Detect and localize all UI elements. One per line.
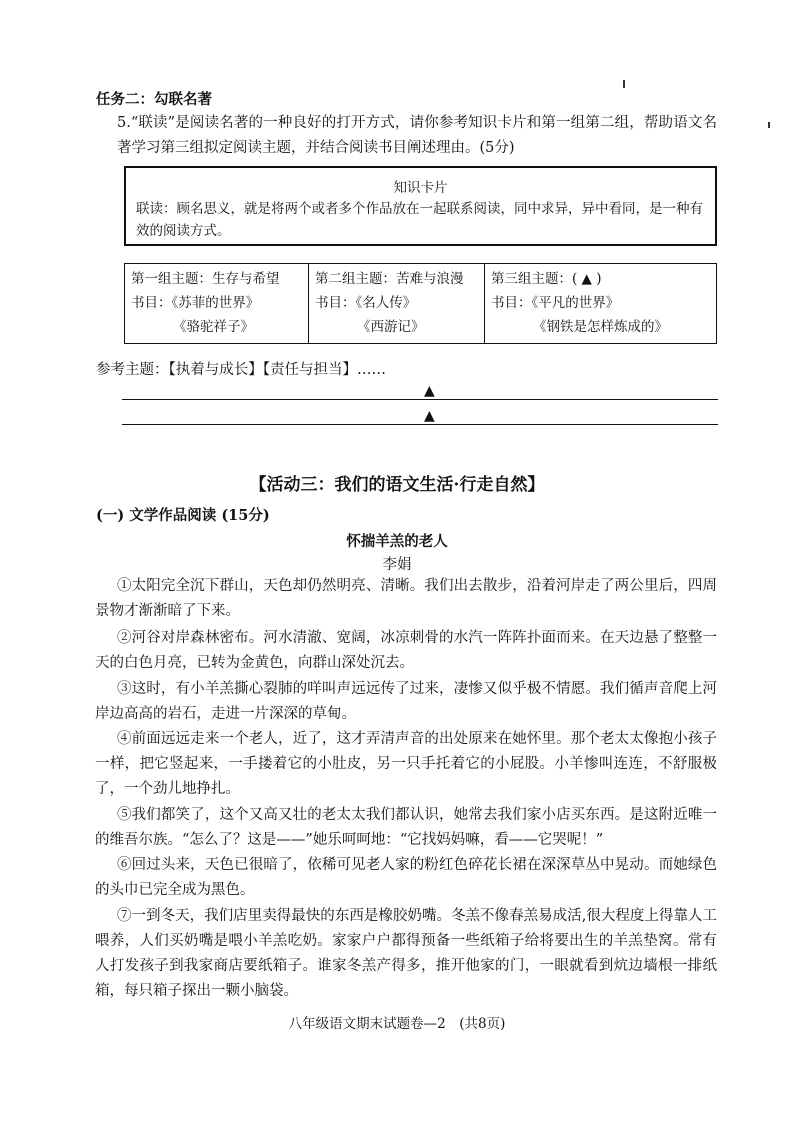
- answer-mark-1: ▲: [424, 383, 435, 399]
- scan-mark: [623, 80, 625, 88]
- paragraph-7: ⑦一到冬天，我们店里卖得最快的东西是橡胶奶嘴。冬羔不像春羔易成活,很大程度上得靠人工喂养，人们买奶嘴是喂小羊羔吃奶。家家户户都得预备一些纸箱子给将要出生的羊羔垫窝。常有人打发孩子到我家商店要纸箱子。谁家冬羔产得多，推开他家的门，一眼就看到炕边墙根一排纸箱，每只箱子探出一颗小脑袋。: [95, 908, 717, 999]
- answer-line-1: [122, 399, 718, 400]
- activity-heading: 【活动三：我们的语文生活·行走自然】: [249, 475, 545, 495]
- paragraph-1: ①太阳完全沉下群山，天色却仍然明亮、清晰。我们出去散步，沿着河岸走了两公里后，四周景物才渐渐暗了下来。: [95, 578, 717, 619]
- group-1-cell: [125, 264, 309, 344]
- group-2-theme: 第二组主题：苦难与浪漫: [315, 271, 464, 287]
- group-3-book-1: 《平凡的世界》: [531, 295, 620, 311]
- group-2-books-label: 书目：: [315, 295, 356, 311]
- section-heading: (一) 文学作品阅读 (15分): [96, 507, 270, 524]
- knowledge-card-body: 联读：顾名思义，就是将两个或者多个作品放在一起联系阅读，同中求异，异中看同，是一种有效的阅读方式。: [136, 201, 703, 239]
- group-1-books-label: 书目：: [131, 295, 172, 311]
- article-author: 李娟: [382, 557, 412, 573]
- group-3-theme: 第三组主题：( ▲ ): [491, 271, 602, 287]
- answer-mark-2: ▲: [424, 408, 435, 424]
- knowledge-card-title: 知识卡片: [393, 180, 448, 196]
- group-1-book-2: 《骆驼祥子》: [173, 319, 254, 335]
- paragraph-2: ②河谷对岸森林密布。河水清澈、宽阔，冰凉刺骨的水汽一阵阵扑面而来。在天边悬了整整一天的白色月亮，已转为金黄色，向群山深处沉去。: [95, 630, 717, 671]
- task-heading: 任务二：勾联名著: [96, 91, 212, 108]
- paragraph-6: ⑥回过头来，天色已很暗了，依稀可见老人家的粉红色碎花长裙在深深草丛中晃动。而她绿色的头巾已完全成为黑色。: [95, 857, 717, 898]
- group-2-book-2: 《西游记》: [357, 319, 425, 335]
- group-1-book-1: 《苏菲的世界》: [171, 295, 260, 311]
- paragraph-5: ⑤我们都笑了，这个又高又壮的老太太我们都认识，她常去我们家小店买东西。是这附近唯一的维吾尔族。“怎么了？这是——”她乐呵呵地：“它找妈妈嘛，看——它哭呢！”: [95, 807, 717, 848]
- paragraph-4: ④前面远远走来一个老人，近了，这才弄清声音的出处原来在她怀里。那个老太太像抱小孩子一样，把它竖起来，一手搂着它的小肚皮，另一只手托着它的小屁股。小羊惨叫连连，不舒服极了，一个劲儿地挣扎。: [95, 731, 717, 797]
- group-2-cell: [309, 264, 485, 344]
- group-3-book-2: 《钢铁是怎样炼成的》: [533, 319, 668, 335]
- answer-line-2: [122, 424, 718, 425]
- group-3-cell: [485, 264, 717, 344]
- page-footer: 八年级语文期末试题卷—2 (共8页): [288, 1016, 506, 1032]
- knowledge-card: [124, 166, 717, 246]
- article-title: 怀揣羊羔的老人: [346, 533, 448, 550]
- scan-mark: [768, 122, 770, 128]
- reading-groups-table: [124, 263, 717, 344]
- paragraph-3: ③这时，有小羊羔撕心裂肺的咩叫声远远传了过来，凄惨又似乎极不情愿。我们循声音爬上河岸边高高的岩石，走进一片深深的草甸。: [95, 681, 717, 722]
- group-1-theme: 第一组主题：生存与希望: [131, 271, 280, 287]
- group-2-book-1: 《名人传》: [355, 295, 417, 311]
- group-3-books-label: 书目：: [491, 295, 532, 311]
- reference-themes: 参考主题：【执着与成长】【责任与担当】……: [96, 362, 386, 378]
- question-5: 5.“联读”是阅读名著的一种良好的打开方式，请你参考知识卡片和第一组第二组，帮助语文名著学习第三组拟定阅读主题，并结合阅读书目阐述理由。(5分): [117, 115, 717, 156]
